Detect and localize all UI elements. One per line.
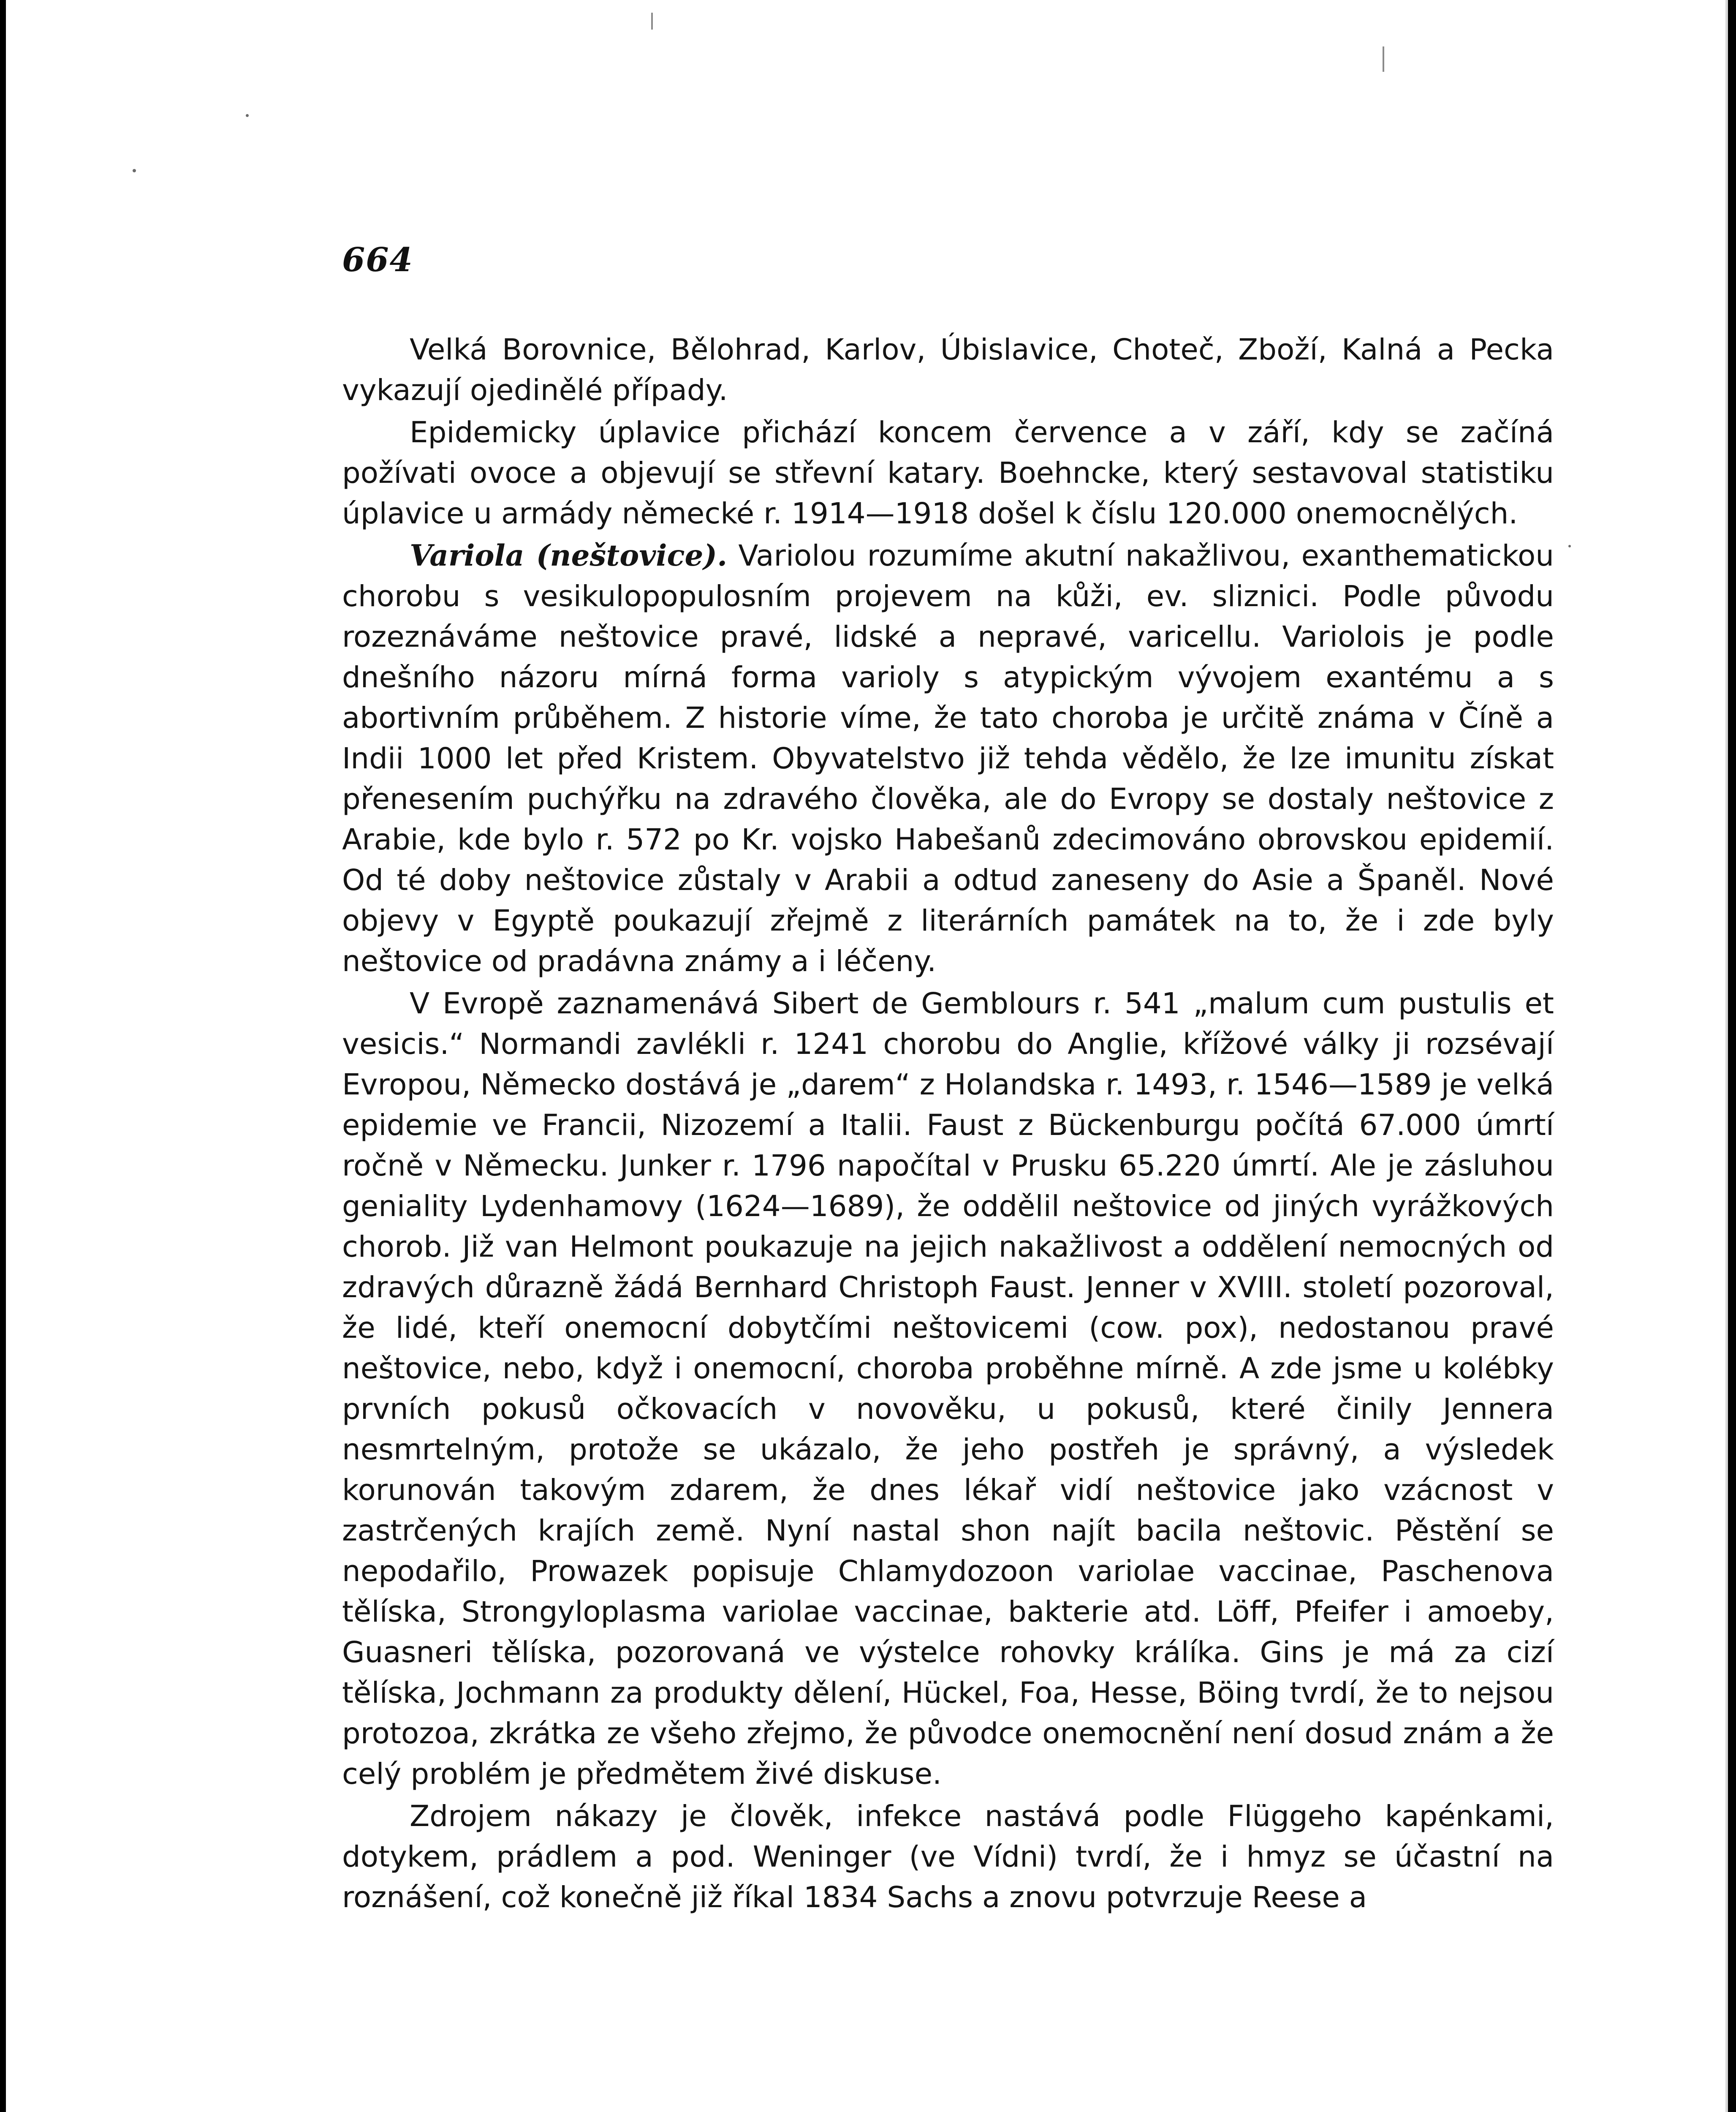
paragraph-1 bbox=[342, 329, 1554, 411]
scan-speck bbox=[246, 114, 249, 117]
paragraph-text: Epidemicky úplavice přichází koncem července a v září, kdy se začíná požívati ovoce a objevují se střevní katary. Boehncke, který sestavoval statistiku úplavice u armády německé r. 1914—1918 došel k číslu 120.000 onemocnělých. bbox=[342, 416, 1554, 531]
paragraph-text: Velká Borovnice, Bělohrad, Karlov, Úbislavice, Choteč, Zboží, Kalná a Pecka vykazují ojedinělé případy. bbox=[342, 333, 1554, 407]
body-text bbox=[342, 329, 1554, 1919]
paragraph-4 bbox=[342, 983, 1554, 1794]
paragraph-text: V Evropě zaznamenává Sibert de Gemblours r. 541 „malum cum pustulis et vesicis.“ Normandi zavlékli r. 1241 chorobu do Anglie, křížové války ji rozsévají Evropou, Německo dostává je „darem“ z Holandska r. 1493, r. 1546—1589 je velká epidemie ve Francii, Nizozemí a Italii. Faust z Bückenburgu počítá 67.000 úmrtí ročně v Německu. Junker r. 1796 napočítal v Prusku 65.220 úmrtí. Ale je zásluhou geniality Lydenhamovy (1624—1689), že oddělil neštovice od jiných vyrážkových chorob. Již van Helmont poukazuje na jejich nakažlivost a oddělení nemocných od zdravých důrazně žádá Bernhard Christoph Faust. Jenner v XVIII. století pozoroval, že lidé, kteří onemocní dobytčími neštovicemi (cow. pox), nedostanou pravé neštovice, nebo, když i onemocní, choroba proběhne mírně. A zde jsme u kolébky prvních pokusů očkovacích v novověku, u pokusů, které činily Jennera nesmrtelným, protože se ukázalo, že jeho postřeh je správný, a výsledek korunován takovým zdarem, že dnes lékař vidí neštovice jako vzácnost v zastrčených krajích země. Nyní nastal shon najít bacila neštovic. Pěstění se nepodařilo, Prowazek popisuje Chlamydozoon variolae vaccinae, Paschenova tělíska, Strongyloplasma variolae vaccinae, bakterie atd. Löff, Pfeifer i amoeby, Guasneri tělíska, pozorovaná ve výstelce rohovky králíka. Gins je má za cizí tělíska, Jochmann za produkty dělení, Hückel, Foa, Hesse, Böing tvrdí, že to nejsou protozoa, zkrátka ze všeho zřejmo, že původce onemocnění není dosud znám a že celý problém je předmětem živé diskuse. bbox=[342, 987, 1554, 1791]
book-page bbox=[6, 0, 1728, 2112]
scan-speck bbox=[133, 169, 136, 172]
page-number: 664 bbox=[342, 241, 413, 279]
scan-mark bbox=[651, 13, 653, 30]
scan-mark bbox=[1383, 46, 1384, 72]
section-heading-variola: Variola (neštovice). bbox=[410, 539, 728, 573]
paragraph-5 bbox=[342, 1796, 1554, 1918]
scan-speck bbox=[1568, 545, 1571, 547]
paragraph-2 bbox=[342, 412, 1554, 534]
paragraph-text: Variolou rozumíme akutní nakažlivou, exanthematickou chorobu s vesikulopopulosním projevem na kůži, ev. sliznici. Podle původu rozeznáváme neštovice pravé, lidské a nepravé, varicellu. Variolois je podle dnešního názoru mírná forma varioly s atypickým vývojem exantému a s abortivním průběhem. Z historie víme, že tato choroba je určitě známa v Číně a Indii 1000 let před Kristem. Obyvatelstvo již tehda vědělo, že lze imunitu získat přenesením puchýřku na zdravého člověka, ale do Evropy se dostaly neštovice z Arabie, kde bylo r. 572 po Kr. vojsko Habešanů zdecimováno obrovskou epidemií. Od té doby neštovice zůstaly v Arabii a odtud zaneseny do Asie a Španěl. Nové objevy v Egyptě poukazují zřejmě z literárních památek na to, že i zde byly neštovice od pradávna známy a i léčeny. bbox=[342, 539, 1554, 978]
paragraph-3 bbox=[342, 536, 1554, 982]
paragraph-text: Zdrojem nákazy je člověk, infekce nastává podle Flüggeho kapénkami, dotykem, prádlem a pod. Weninger (ve Vídni) tvrdí, že i hmyz se účastní na roznášení, což konečně již říkal 1834 Sachs a znovu potvrzuje Reese a bbox=[342, 1799, 1554, 1914]
